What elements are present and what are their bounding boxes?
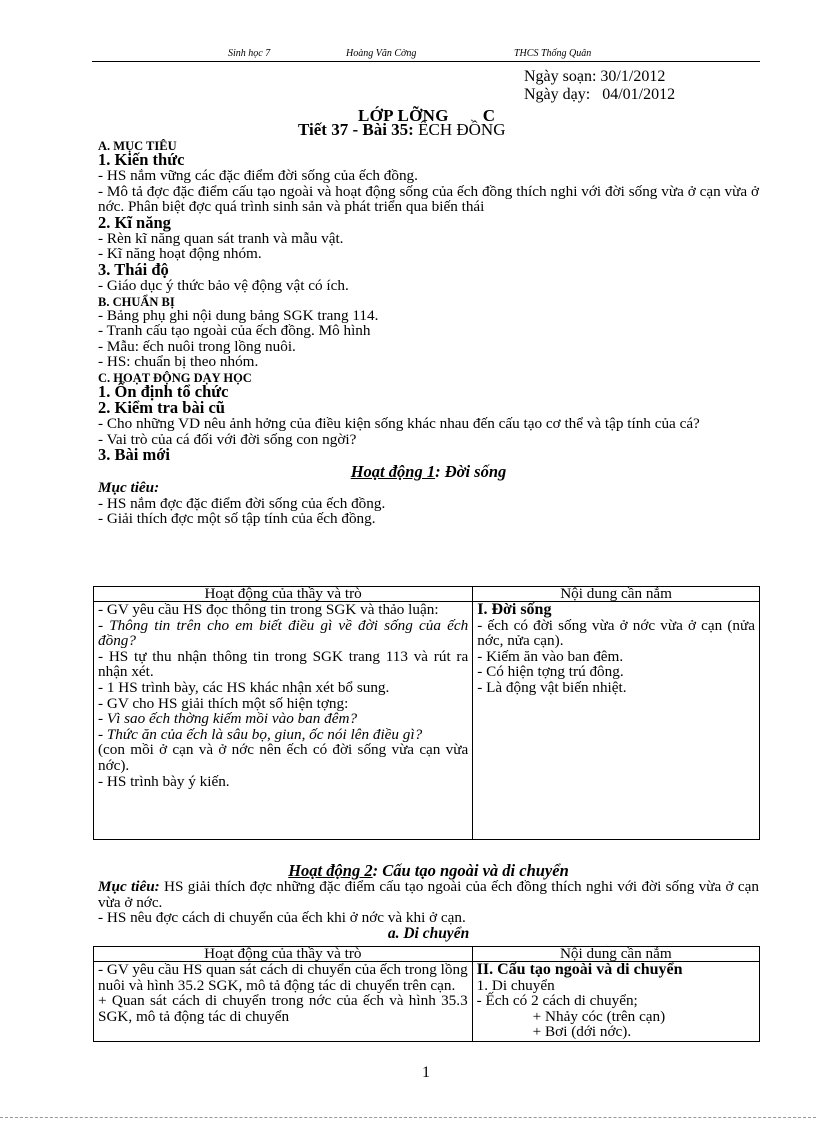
- activity-2-goal-2: - HS nêu đợc cách di chuyển của ếch khi ở nớc và khi ở cạn.: [98, 909, 466, 927]
- lesson-number: Tiết 37 - Bài 35:: [298, 120, 414, 139]
- t2-right-4: + Bơi (dới nớc).: [532, 1023, 632, 1041]
- page-number: 1: [422, 1064, 430, 1081]
- lesson-title: [298, 120, 505, 140]
- activity-2-section: [98, 862, 759, 941]
- activity-1-goal-label: Mục tiêu:: [98, 479, 160, 497]
- t2-left-2: + Quan sát cách di chuyển trong nớc của ếch và hình 35.3 SGK, mô tả động tác di chuyển: [98, 992, 468, 1025]
- prep-3: - Mẫu: ếch nuôi trong lồng nuôi.: [98, 337, 296, 355]
- prep-2: - Tranh cấu tạo ngoài của ếch đồng. Mô hình: [98, 322, 371, 340]
- t1-left-1: - GV yêu cầu HS đọc thông tin trong SGK và thảo luận:: [98, 601, 439, 618]
- t1-left-3: - HS tự thu nhận thông tin trong SGK trang 113 và rút ra nhận xét.: [98, 647, 469, 681]
- skill-1: - Rèn kĩ năng quan sát tranh và mẫu vật.: [98, 229, 344, 247]
- table-1-right-cell: [473, 602, 760, 840]
- table-2-header-left: Hoạt động của thầy và trò: [94, 947, 473, 962]
- review-question-2: - Vai trò của cá đối với đời sống con ngời?: [98, 430, 357, 448]
- activity-1-title: : Đời sống: [435, 462, 507, 482]
- table-2-right-cell: [472, 962, 759, 1042]
- page-break-line: [0, 1117, 816, 1118]
- t1-left-5: - GV cho HS giải thích một số hiện tợng:: [98, 694, 349, 712]
- t1-left-2: - Thông tin trên cho em biết điều gì về đời sống của ếch đồng?: [98, 616, 469, 650]
- date-block: [524, 68, 675, 104]
- table-2-header-right: Nội dung cần nắm: [472, 947, 759, 962]
- class-suffix: C: [482, 106, 496, 125]
- teach-date: Ngày dạy: 04/01/2012: [524, 86, 676, 103]
- org-heading: 1. Ổn định tổ chức: [98, 381, 229, 401]
- attitude-heading: 3. Thái độ: [98, 259, 169, 279]
- section-a-heading: A. MỤC TIÊU: [98, 139, 177, 153]
- prep-4: - HS: chuẩn bị theo nhóm.: [98, 353, 259, 371]
- t1-right-4: - Là động vật biến nhiệt.: [477, 678, 627, 696]
- activity-1-heading: [98, 463, 759, 480]
- class-name: LỚP LỠNG: [358, 106, 449, 125]
- prep-date: Ngày soạn: 30/1/2012: [524, 68, 666, 85]
- section-b-heading: B. CHUẨN BỊ: [98, 294, 175, 309]
- t2-right-2: - Ếch có 2 cách di chuyển;: [476, 992, 638, 1010]
- t1-right-heading: I. Đời sống: [477, 601, 552, 618]
- t1-left-6: - Vì sao ếch thờng kiếm mồi vào ban đêm?: [98, 710, 358, 728]
- t1-left-4: - 1 HS trình bày, các HS khác nhận xét bổ sung.: [98, 678, 390, 696]
- t2-right-heading: II. Cấu tạo ngoài và di chuyển: [476, 961, 683, 978]
- table-1-left-cell: [94, 602, 473, 840]
- t1-right-1: - ếch có đời sống vừa ở nớc vừa ở cạn (nửa nớc, nửa cạn).: [477, 616, 755, 650]
- t1-left-8: (con mồi ở cạn và ở nớc nên ếch có đời sống vừa cạn vừa nớc).: [98, 741, 469, 774]
- t1-left-7: - Thức ăn của ếch là sâu bọ, giun, ốc nói lên điều gì?: [98, 725, 423, 743]
- t1-right-2: - Kiếm ăn vào ban đêm.: [477, 647, 624, 665]
- prep-1: - Bảng phụ ghi nội dung bảng SGK trang 114.: [98, 306, 379, 324]
- activity-2-goal: [98, 879, 759, 910]
- activity-2-label: Hoạt động 2: [288, 861, 373, 880]
- lesson-name: ẾCH ĐỒNG: [418, 120, 506, 139]
- header-rule: [92, 61, 760, 62]
- table-2-left-cell: [94, 962, 473, 1042]
- header-subject: Sinh học 7: [228, 48, 271, 59]
- section-c-heading: C. HOẠT ĐỘNG DẠY HỌC: [98, 370, 252, 385]
- table-1-header-right: Nội dung cần nắm: [473, 587, 760, 602]
- knowledge-1: - HS nắm vững các đặc điểm đời sống của ếch đồng.: [98, 167, 418, 184]
- activity-2-table: [93, 946, 760, 1042]
- intro-section: [98, 141, 759, 527]
- knowledge-2: - Mô tả đợc đặc điểm cấu tạo ngoài và hoạt động sống của ếch đồng thích nghi với đời sống vừa ở cạn vừa ở nớc. Phân biệt đợc quá trình sinh sản và phát triển qua biến thái: [98, 182, 759, 216]
- table-1-header-left: Hoạt động của thầy và trò: [94, 587, 473, 602]
- activity-1-label: Hoạt động 1: [350, 462, 436, 482]
- activity-1-goal-1: - HS nắm đợc đặc điểm đời sống của ếch đồng.: [98, 494, 386, 512]
- knowledge-heading: 1. Kiến thức: [98, 150, 185, 169]
- skill-2: - Kĩ năng hoạt động nhóm.: [98, 245, 262, 263]
- t1-left-9: - HS trình bày ý kiến.: [98, 772, 230, 790]
- header-school: THCS Thống Quân: [514, 48, 592, 59]
- activity-2-goal-text: HS giải thích đợc những đặc điểm cấu tạo ngoài của ếch đồng thích nghi với đời sống vừa ở cạn vừa ở nớc.: [98, 878, 759, 911]
- activity-2-heading: [98, 862, 759, 879]
- t1-right-3: - Có hiện tợng trú đông.: [477, 663, 624, 681]
- review-question-1: - Cho những VD nêu ảnh hởng của điều kiện sống khác nhau đến cấu tạo cơ thể và tập tính của cá?: [98, 414, 700, 432]
- t2-right-1: 1. Di chuyển: [476, 976, 555, 994]
- activity-1-goal-2: - Giải thích đợc một số tập tính của ếch đồng.: [98, 510, 376, 528]
- header-teacher: Hoàng Văn Cờng: [346, 48, 417, 59]
- t2-left-1: - GV yêu cầu HS quan sát cách di chuyển của ếch trong lồng nuôi và hình 35.2 SGK, mô tả động tác di chuyển trên cạn.: [98, 961, 468, 994]
- t2-right-3: + Nhảy cóc (trên cạn): [532, 1007, 666, 1025]
- activity-1-table: [93, 586, 760, 840]
- review-heading: 2. Kiểm tra bài cũ: [98, 397, 225, 417]
- activity-2-goal-label: Mục tiêu:: [98, 878, 160, 895]
- activity-2-title: : Cấu tạo ngoài và di chuyển: [372, 861, 569, 880]
- attitude-1: - Giáo dục ý thức bảo vệ động vật có ích.: [98, 276, 349, 294]
- skills-heading: 2. Kĩ năng: [98, 212, 171, 232]
- movement-subheading: a. Di chuyển: [387, 924, 470, 942]
- new-lesson-heading: 3. Bài mới: [98, 445, 170, 465]
